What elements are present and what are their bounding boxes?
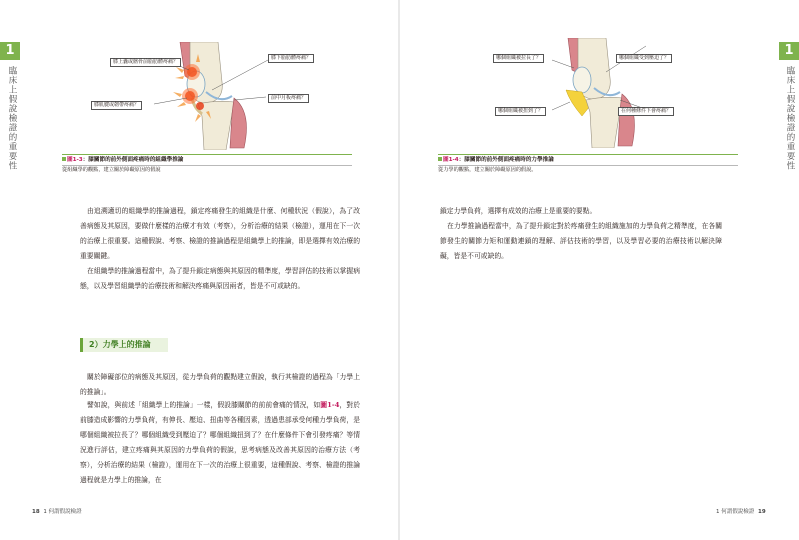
- callout-suprapatellar: 膝上囊或髂骨前脂肪體疼痛？: [110, 58, 181, 67]
- caption-rule: [62, 154, 352, 155]
- chapter-tab: 1: [0, 42, 20, 60]
- callout-meniscus: 前中月板疼痛？: [268, 94, 309, 103]
- section-heading: 2）力學上的推論: [80, 338, 168, 352]
- callout-tendon-ligament: 膝肌腱或韌帶疼痛？: [91, 101, 142, 110]
- right-page: [400, 0, 799, 540]
- caption-square-icon: [438, 157, 442, 161]
- body-paragraph-1: 鎖定力學負荷，選擇有成效的治療上是重要的要點。: [440, 207, 597, 215]
- callout-infrapatellar-fat: 膝下脂肪體疼痛？: [268, 54, 314, 63]
- body-paragraph-2: 在組織學的推論過程當中，為了提升鎖定病態與其原因的精準度，學習評估的技術以掌握病態，以及學習組織學的治療技術和解決疼痛與原因兩者，皆是不可或缺的。: [80, 267, 360, 290]
- body-paragraph-4: 譬如說，與前述「組織學上的推論」一樣，假設膝關節的前前會痛的情況，如圖1-4，對於前膝造成影響的力學負荷，有伸長、壓迫、扭曲等各種因素，透過患部承受何種力學負荷，是哪個組織被拉長了？哪個組織受到壓迫了？哪個組織扭到了？在什麼條件下會引發疼痛？等情況進行評估，建立疼痛與其原因的力學負荷的假說，思考病態及改善其原因的治療方法（考察），分析治療的結果（檢證），運用在下一次的治療上很重要，這種假說、考察、檢證的推論過程就是力學上的推論，在: [80, 401, 361, 484]
- left-page: [0, 0, 399, 540]
- caption-square-icon: [62, 157, 66, 161]
- callout-pain-condition: 在何種條件下會疼痛？: [618, 107, 674, 116]
- page-number: 18: [32, 509, 40, 515]
- figure-caption-title: 圖1-3：膝關節的前外側面疼痛時的組織學推論: [62, 156, 183, 164]
- caption-divider: [62, 165, 352, 166]
- chapter-title: 臨床上假說檢證的重要性: [7, 66, 17, 171]
- page-number: 19: [758, 509, 766, 515]
- caption-divider: [438, 165, 738, 166]
- callout-compressed: 哪個組織受到壓迫了？: [616, 54, 672, 63]
- figure-reference: 圖1-4: [320, 401, 340, 409]
- caption-rule: [438, 154, 738, 155]
- body-paragraph-3: 關於障礙部位的病態及其原因，從力學負荷的觀點建立假說，執行其檢證的過程為「力學上的推論」。: [80, 373, 360, 396]
- figure-caption-desc: 從組織學的觀點，建立關於障礙原因的假說: [62, 167, 161, 173]
- body-paragraph-2: 在力學推論過程當中，為了提升鎖定對於疼痛發生的組織施加的力學負荷之精準度，在各關節發生的關節力矩和運動連鎖的理解、評估技術的學習，以及學習必要的治療技術以解決障礙，皆是不可或缺的。: [440, 222, 722, 260]
- body-paragraph-1: 由追溯適切的組織學的推論過程，鎖定疼痛發生的組織是什麼、何種狀況（假說），為了改善病態及其原因，要做什麼樣的治療才有效（考察），分析治療的結果（檢證），運用在下一次的治療上很重要。這種假說、考察、檢證的推論過程是組織學上的推論，即是選擇有效治療的重要關鍵。: [80, 207, 360, 260]
- figure-caption-title: 圖1-4：膝關節的前外側面疼痛時的力學推論: [438, 156, 554, 164]
- footer-right: 1 何謂假說檢證 19: [716, 509, 766, 515]
- callout-stretched: 哪個組織被拉長了？: [493, 54, 544, 63]
- footer-left: 18 1 何謂假說檢證: [32, 509, 82, 515]
- callout-twisted: 哪個組織被扭到了？: [495, 107, 546, 116]
- chapter-tab: 1: [779, 42, 799, 60]
- chapter-title: 臨床上假說檢證的重要性: [785, 66, 795, 171]
- figure-caption-desc: 從力學的觀點，建立關於障礙原因的假說。: [438, 167, 537, 173]
